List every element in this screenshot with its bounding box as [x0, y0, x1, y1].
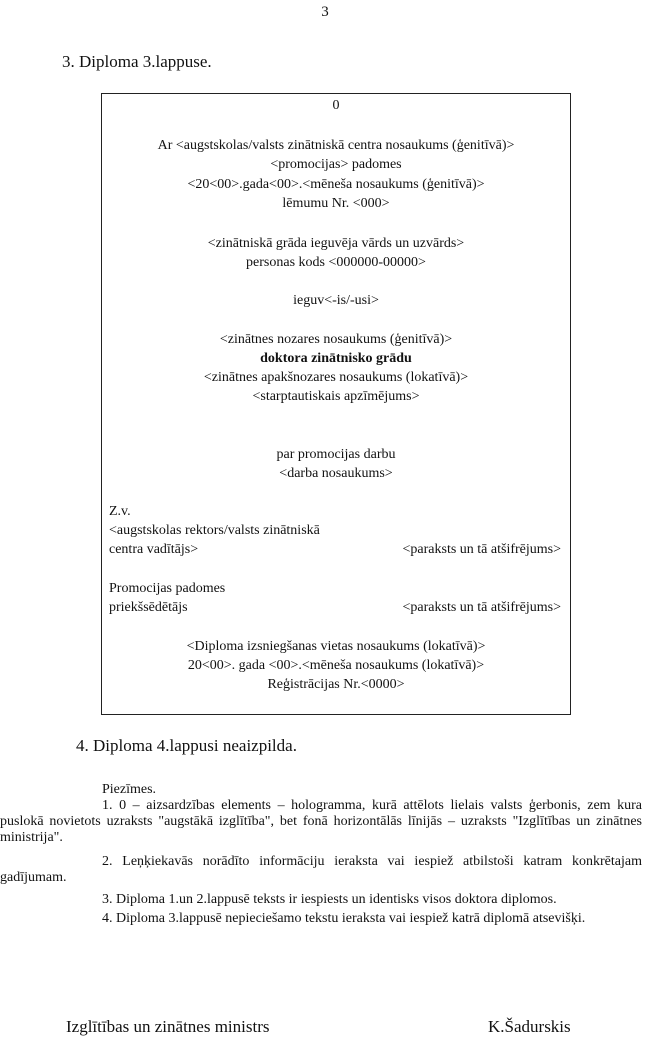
- issue-date-line: 20<00>. gada <00>.<mēneša nosaukums (lokatīvā)>: [187, 658, 485, 673]
- institution-line: Ar <augstskolas/valsts zinātniskā centra nosaukums (ģenitīvā)>: [157, 138, 515, 153]
- hologram-marker: 0: [332, 98, 340, 113]
- obtained-line: ieguv<-is/-usi>: [293, 293, 379, 308]
- registration-number-line: Reģistrācijas Nr.<0000>: [267, 677, 405, 692]
- rector-line-2: centra vadītājs>: [109, 542, 199, 557]
- rector-line-1: <augstskolas rektors/valsts zinātniskā: [109, 523, 320, 538]
- rector-signature-placeholder: <paraksts un tā atšifrējums>: [402, 542, 561, 557]
- council-chair-line-1: Promocijas padomes: [109, 581, 226, 596]
- page-number: 3: [321, 4, 329, 20]
- issue-place-line: <Diploma izsniegšanas vietas nosaukums (lokatīvā)>: [186, 639, 486, 654]
- section-4-heading: 4. Diploma 4.lappusi neaizpilda.: [76, 736, 297, 755]
- decision-number-line: lēmumu Nr. <000>: [282, 196, 390, 211]
- minister-name: K.Šadurskis: [488, 1017, 571, 1036]
- diploma-page-3-box: [101, 93, 571, 715]
- chair-signature-placeholder: <paraksts un tā atšifrējums>: [402, 600, 561, 615]
- degree-title: doktora zinātnisko grādu: [260, 351, 412, 366]
- subfield-name-line: <zinātnes apakšnozares nosaukums (lokatīvā)>: [203, 370, 469, 385]
- note-4: 4. Diploma 3.lappusē nepieciešamo tekstu ieraksta vai iespiež katrā diplomā atsevišķi.: [102, 911, 586, 926]
- dissertation-label: par promocijas darbu: [276, 447, 396, 462]
- personal-code-line: personas kods <000000-00000>: [246, 255, 426, 270]
- note-1: 1. 0 – aizsardzības elements – hologramma, kurā attēlots lielais valsts ģerbonis, zem kura puslokā novietots uzraksts "augstākā izglītība", bet fonā horizontālās līnijās – uzraksts "Izglītības un zinātnes ministrija".: [0, 798, 642, 845]
- note-2: 2. Leņķiekavās norādīto informāciju ieraksta vai iespiež atbilstoši katram konkrētajam gadījumam.: [0, 854, 642, 885]
- section-3-heading: 3. Diploma 3.lappuse.: [62, 52, 212, 71]
- council-line: <promocijas> padomes: [270, 157, 402, 172]
- council-chair-line-2: priekšsēdētājs: [109, 600, 188, 615]
- international-designation-line: <starptautiskais apzīmējums>: [252, 389, 420, 404]
- note-3: 3. Diploma 1.un 2.lappusē teksts ir iespiests un identisks visos doktora diplomos.: [102, 892, 557, 907]
- notes-title: Piezīmes.: [102, 782, 157, 797]
- field-name-line: <zinātnes nozares nosaukums (ģenitīvā)>: [219, 332, 453, 347]
- seal-place-label: Z.v.: [109, 504, 131, 519]
- recipient-name-line: <zinātniskā grāda ieguvēja vārds un uzvārds>: [207, 236, 465, 251]
- minister-title: Izglītības un zinātnes ministrs: [66, 1017, 270, 1036]
- decision-date-line: <20<00>.gada<00>.<mēneša nosaukums (ģenitīvā)>: [187, 177, 485, 192]
- dissertation-title-line: <darba nosaukums>: [279, 466, 393, 481]
